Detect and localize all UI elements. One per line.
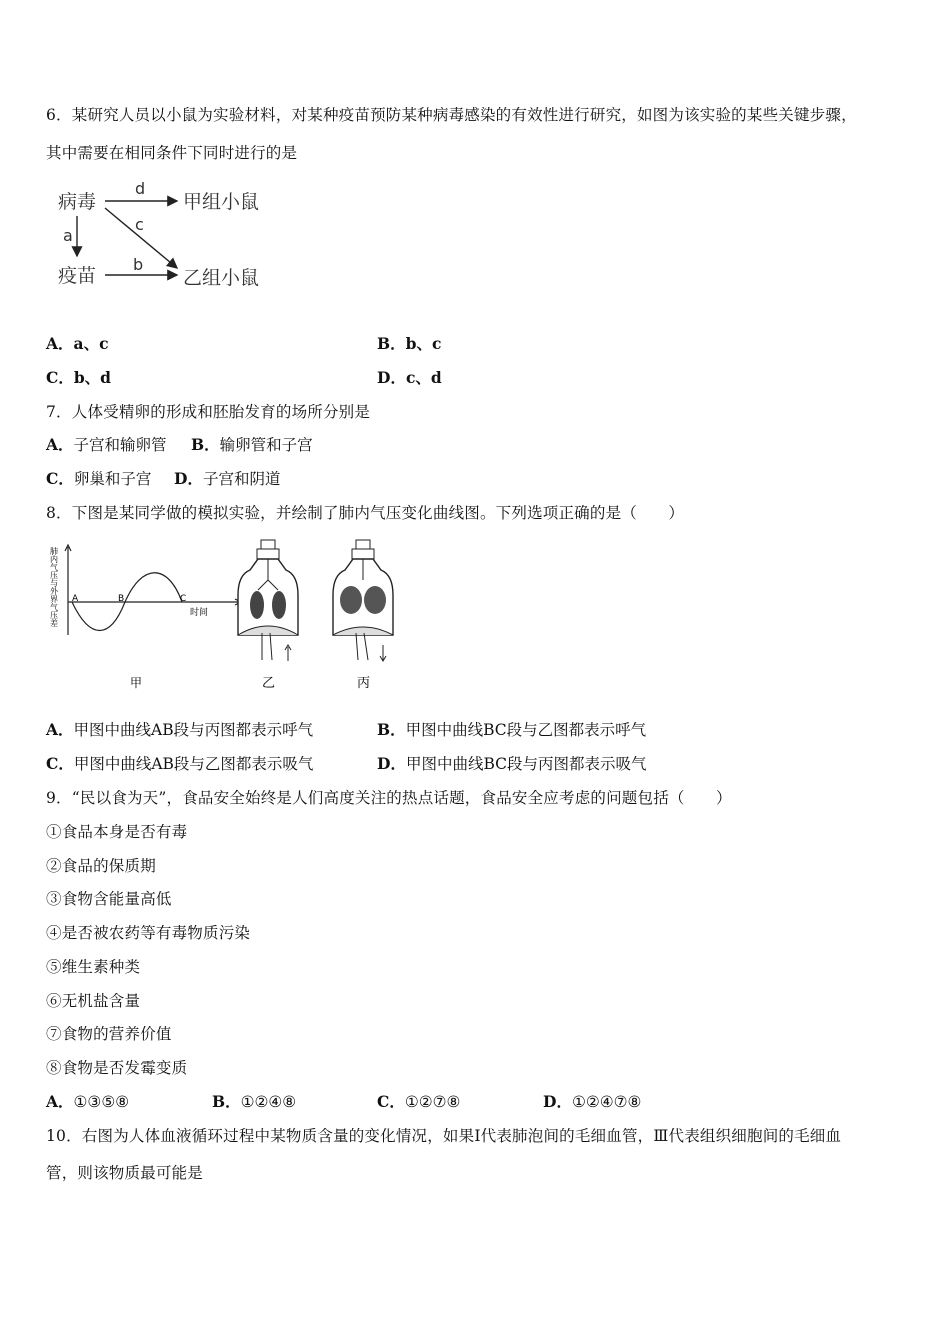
q10-stem-line2: 管，则该物质最可能是 <box>46 1164 204 1182</box>
q7-option-d[interactable]: D．子宫和阴道 <box>174 469 281 488</box>
q6-option-c[interactable]: C．b、d <box>46 368 112 387</box>
q9-option-d[interactable]: D．①②④⑦⑧ <box>543 1092 642 1111</box>
caption-yi: 乙 <box>262 676 276 691</box>
q9-stem: 9．“民以食为天”，食品安全始终是人们高度关注的热点话题，食品安全应考虑的问题包括（ ） <box>46 789 732 807</box>
q9-option-b[interactable]: B．①②④⑧ <box>212 1092 297 1111</box>
q9-item-1: ①食品本身是否有毒 <box>46 823 188 841</box>
q7-stem: 7．人体受精卵的形成和胚胎发育的场所分别是 <box>46 403 371 421</box>
q8-figure <box>50 535 410 695</box>
pressure-graph <box>50 545 241 690</box>
q8-option-d[interactable]: D．甲图中曲线BC段与丙图都表示吸气 <box>377 754 647 773</box>
q9-option-c[interactable]: C．①②⑦⑧ <box>377 1092 461 1111</box>
q8-option-b[interactable]: B．甲图中曲线BC段与乙图都表示呼气 <box>377 720 647 739</box>
label-d: d <box>135 179 146 198</box>
caption-bing: 丙 <box>357 676 371 691</box>
q6-diagram <box>55 178 275 293</box>
bell-jar-yi <box>238 540 298 691</box>
caption-jia: 甲 <box>130 676 143 690</box>
q9-item-8: ⑧食物是否发霉变质 <box>46 1059 188 1077</box>
y-label: 肺内气压与外界气压差 <box>50 547 59 627</box>
label-c: c <box>135 215 144 234</box>
q9-item-5: ⑤维生素种类 <box>46 958 141 976</box>
q9-item-7: ⑦食物的营养价值 <box>46 1025 172 1043</box>
q9-item-2: ②食品的保质期 <box>46 857 156 875</box>
label-a: a <box>63 226 73 245</box>
point-c: C <box>180 594 187 604</box>
q9-item-6: ⑥无机盐含量 <box>46 992 141 1010</box>
point-a: A <box>72 594 79 604</box>
q7-option-a[interactable]: A．子宫和输卵管 <box>46 435 167 454</box>
q9-option-a[interactable]: A．①③⑤⑧ <box>46 1092 130 1111</box>
q8-option-a[interactable]: A．甲图中曲线AB段与丙图都表示呼气 <box>46 720 314 739</box>
label-b: b <box>133 255 144 274</box>
point-b: B <box>118 594 125 604</box>
q8-stem: 8．下图是某同学做的模拟实验，并绘制了肺内气压变化曲线图。下列选项正确的是（ ） <box>46 504 685 522</box>
q8-option-c[interactable]: C．甲图中曲线AB段与乙图都表示吸气 <box>46 754 314 773</box>
q6-stem-line2: 其中需要在相同条件下同时进行的是 <box>46 144 298 162</box>
q7-option-c[interactable]: C．卵巢和子宫 <box>46 469 152 488</box>
group-a-label: 甲组小鼠 <box>183 191 260 213</box>
x-label: 时间 <box>190 608 209 618</box>
q6-option-d[interactable]: D．c、d <box>377 368 442 387</box>
bell-jar-bing <box>333 540 393 691</box>
q6-option-b[interactable]: B．b、c <box>377 334 442 353</box>
vaccine-label: 疫苗 <box>58 265 97 287</box>
q9-item-4: ④是否被农药等有毒物质污染 <box>46 924 251 942</box>
group-b-label: 乙组小鼠 <box>183 267 260 289</box>
virus-label: 病毒 <box>58 191 97 213</box>
q10-stem-line1: 10．右图为人体血液循环过程中某物质含量的变化情况，如果Ⅰ代表肺泡间的毛细血管，Ⅲ代表组织细胞间的毛细血 <box>46 1127 842 1145</box>
q7-option-b[interactable]: B．输卵管和子宫 <box>191 435 313 454</box>
q6-option-a[interactable]: A．a、c <box>46 334 109 353</box>
q6-stem-line1: 6．某研究人员以小鼠为实验材料，对某种疫苗预防某种病毒感染的有效性进行研究，如图为该实验的某些关键步骤， <box>46 106 857 124</box>
q9-item-3: ③食物含能量高低 <box>46 890 172 908</box>
